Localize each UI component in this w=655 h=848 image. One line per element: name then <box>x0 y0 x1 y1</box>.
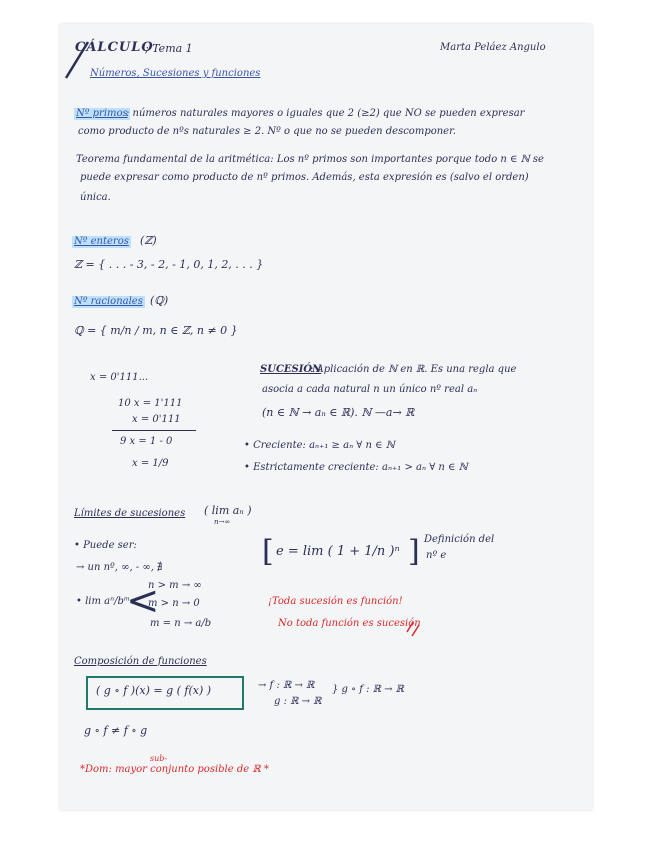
primes-line-2: como producto de nºs naturales ≥ 2. Nº o que no se pueden descomponer. <box>78 126 456 137</box>
case-equal: m = n → a/b <box>150 618 212 629</box>
theorem-line-1: Teorema fundamental de la aritmética: Los nº primos son importantes porque todo n ∈ ℕ se <box>76 154 544 165</box>
primes-heading: Nº primos <box>76 108 128 119</box>
red-note-2: No toda función es sucesión <box>278 618 421 629</box>
e-bracket-left: [ <box>262 534 274 569</box>
composition-heading: Composición de funciones <box>74 656 207 667</box>
limit-ratio: • lim aⁿ/bᵐ <box>76 596 131 607</box>
limit-notation: ( lim aₙ ) <box>204 504 252 517</box>
e-bracket-right: ] <box>408 534 420 569</box>
case-m-greater: m > n → 0 <box>148 598 200 609</box>
sequence-line-3: (n ∈ ℕ → aₙ ∈ ℝ). ℕ —a→ ℝ <box>262 406 415 419</box>
cases-brace: < <box>126 578 160 624</box>
calc-line-2: 10 x = 1'111 <box>118 398 183 409</box>
dom-superscript: sub- <box>150 754 168 763</box>
page-subtitle: Números, Sucesiones y funciones <box>90 68 261 79</box>
theorem-line-2: puede expresar como producto de nº primos. Además, esta expresión es (salvo el orden) <box>80 172 529 183</box>
non-commutative: g ∘ f ≠ f ∘ g <box>84 724 148 737</box>
limit-notation-sub: n→∞ <box>214 518 231 526</box>
rationals-heading: Nº racionales <box>74 296 143 307</box>
sequence-line-2: asocia a cada natural n un único nº real aₙ <box>262 384 478 395</box>
calc-line-3: x = 0'111 <box>132 414 181 425</box>
e-note-1: Definición del <box>424 534 495 545</box>
e-note-2: nº e <box>426 550 447 561</box>
sequence-heading: SUCESIÓN <box>260 364 322 375</box>
strictly-increasing-def: • Estrictamente creciente: aₙ₊₁ > aₙ ∀ n ∈ ℕ <box>244 462 468 473</box>
composition-formula: ( g ∘ f )(x) = g ( f(x) ) <box>96 684 212 697</box>
subject-title: CÁLCULO <box>75 40 154 55</box>
sequence-line-1: : Aplicación de ℕ en ℝ. Es una regla que <box>310 364 517 375</box>
g-mapping: g : ℝ → ℝ <box>274 696 322 707</box>
f-mapping: → f : ℝ → ℝ <box>258 680 315 691</box>
e-formula: e = lim ( 1 + 1/n )ⁿ <box>276 544 400 559</box>
gf-mapping: } g ∘ f : ℝ → ℝ <box>332 684 404 695</box>
author-name: Marta Peláez Angulo <box>440 42 546 53</box>
integers-symbol: (ℤ) <box>140 234 157 247</box>
rationals-symbol: (ℚ) <box>150 294 169 307</box>
primes-line-1: : números naturales mayores o iguales que 2 (≥2) que NO se pueden expresar <box>126 108 525 119</box>
topic-label: ; Tema 1 <box>145 42 193 55</box>
theorem-line-3: única. <box>80 192 111 203</box>
domain-note: *Dom: mayor conjunto posible de ℝ * <box>80 764 269 775</box>
can-be-label: • Puede ser: <box>74 540 137 551</box>
red-note-1: ¡Toda sucesión es función! <box>268 596 403 607</box>
calc-rule <box>112 430 196 431</box>
rationals-set: ℚ = { m/n / m, n ∈ ℤ, n ≠ 0 } <box>74 324 238 337</box>
limits-heading: Límites de sucesiones <box>74 508 186 519</box>
integers-heading: Nº enteros <box>74 236 129 247</box>
case-n-greater: n > m → ∞ <box>148 580 202 591</box>
calc-line-4: 9 x = 1 - 0 <box>120 436 173 447</box>
calc-line-1: x = 0'111... <box>90 372 149 383</box>
increasing-def: • Creciente: aₙ₊₁ ≥ aₙ ∀ n ∈ ℕ <box>244 440 395 451</box>
integers-set: ℤ = { . . . - 3, - 2, - 1, 0, 1, 2, . . . } <box>74 258 264 271</box>
calc-result: x = 1/9 <box>132 458 169 469</box>
limit-options: → un nº, ∞, - ∞, ∄ <box>76 562 163 573</box>
